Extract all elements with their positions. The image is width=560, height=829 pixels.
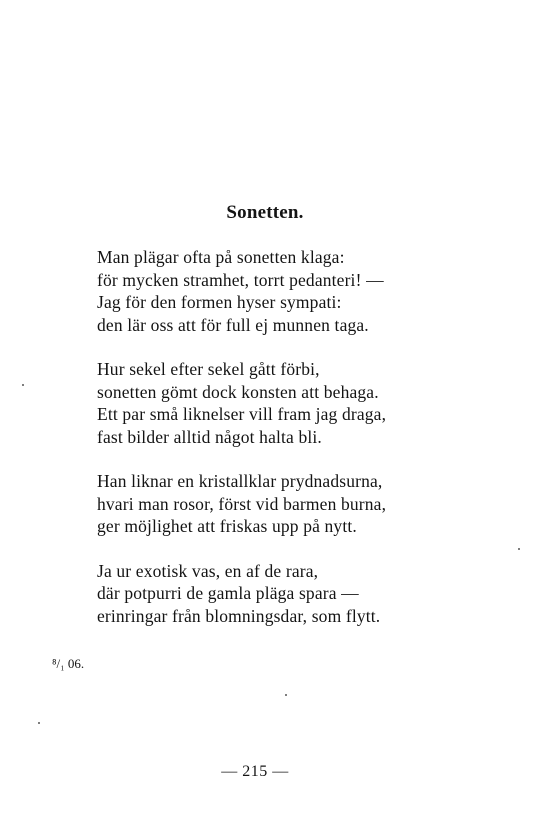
poem-line: erinringar från blomningsdar, som flytt. xyxy=(97,605,381,626)
poem-line: Ja ur exotisk vas, en af de rara, xyxy=(97,560,319,581)
poem-line: fast bilder alltid något halta bli. xyxy=(97,426,322,447)
stanza-3 xyxy=(97,470,527,538)
poem-line: Hur sekel efter sekel gått förbi, xyxy=(97,359,320,379)
poem-line: hvari man rosor, först vid barmen burna, xyxy=(97,493,387,514)
poem-line: Man plägar ofta på sonetten klaga: xyxy=(97,247,345,267)
poem-line: Jag för den formen hyser sympati: xyxy=(97,292,342,312)
poem-line: Han liknar en kristallklar prydnadsurna, xyxy=(97,471,383,491)
stanza-1 xyxy=(97,246,527,336)
poem-line: Ett par små liknelser vill fram jag draga, xyxy=(97,404,387,424)
poem-line: där potpurri de gamla pläga spara — xyxy=(97,583,359,603)
scan-speck xyxy=(518,548,520,550)
poem-title: Sonetten. xyxy=(226,202,304,223)
poem-body xyxy=(97,246,527,649)
scan-speck xyxy=(22,384,24,386)
stanza-2 xyxy=(97,358,527,448)
poem-line: sonetten gömt dock konsten att behaga. xyxy=(97,381,379,402)
poem-line: ger möjlighet att friskas upp på nytt. xyxy=(97,516,357,536)
poem-date: ⁸/₁ 06. xyxy=(52,656,85,671)
poem-line: för mycken stramhet, torrt pedanteri! — xyxy=(97,269,384,290)
poem-line: den lär oss att för full ej munnen taga. xyxy=(97,314,369,335)
stanza-4 xyxy=(97,560,527,628)
scan-speck xyxy=(285,694,287,696)
page-number: — 215 — xyxy=(221,763,289,780)
scan-speck xyxy=(38,722,40,724)
